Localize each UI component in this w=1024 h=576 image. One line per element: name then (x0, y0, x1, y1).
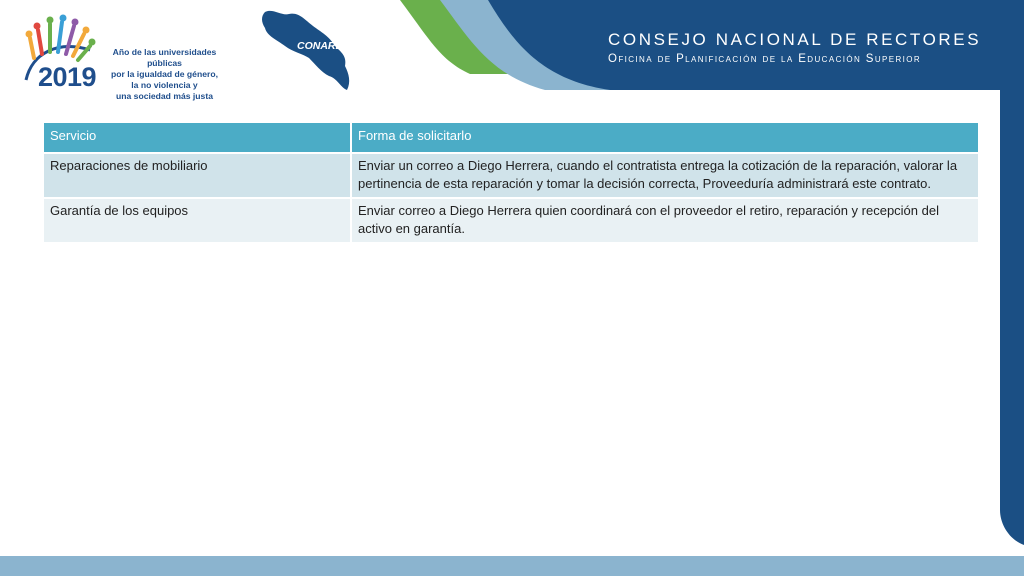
cell-servicio: Reparaciones de mobiliario (44, 153, 351, 198)
cell-forma: Enviar un correo a Diego Herrera, cuando el contratista entrega la cotización de la reparación, valorar la pertinencia de esta reparación y tomar la decisión correcta, Proveeduría administrará este contrato. (351, 153, 978, 198)
header-forma: Forma de solicitarlo (351, 123, 978, 153)
table-header-row (44, 123, 978, 153)
table-row (44, 198, 978, 243)
year-logo-year: 2019 (38, 62, 97, 92)
header-servicio: Servicio (44, 123, 351, 153)
footer-bar (0, 556, 1024, 576)
year-logo-slogan: Año de las universidades públicas por la igualdad de género, la no violencia y una sociedad más justa (111, 47, 218, 101)
cell-servicio: Garantía de los equipos (44, 198, 351, 243)
table-row (44, 153, 978, 198)
org-title: CONSEJO NACIONAL DE RECTORES (608, 30, 982, 49)
conare-logo-label: CONARE (297, 40, 343, 52)
org-subtitle: Oficina de Planificación de la Educación Superior (608, 53, 922, 65)
cell-forma: Enviar correo a Diego Herrera quien coordinará con el proveedor el retiro, reparación y recepción del activo en garantía. (351, 198, 978, 243)
services-table (44, 123, 978, 244)
